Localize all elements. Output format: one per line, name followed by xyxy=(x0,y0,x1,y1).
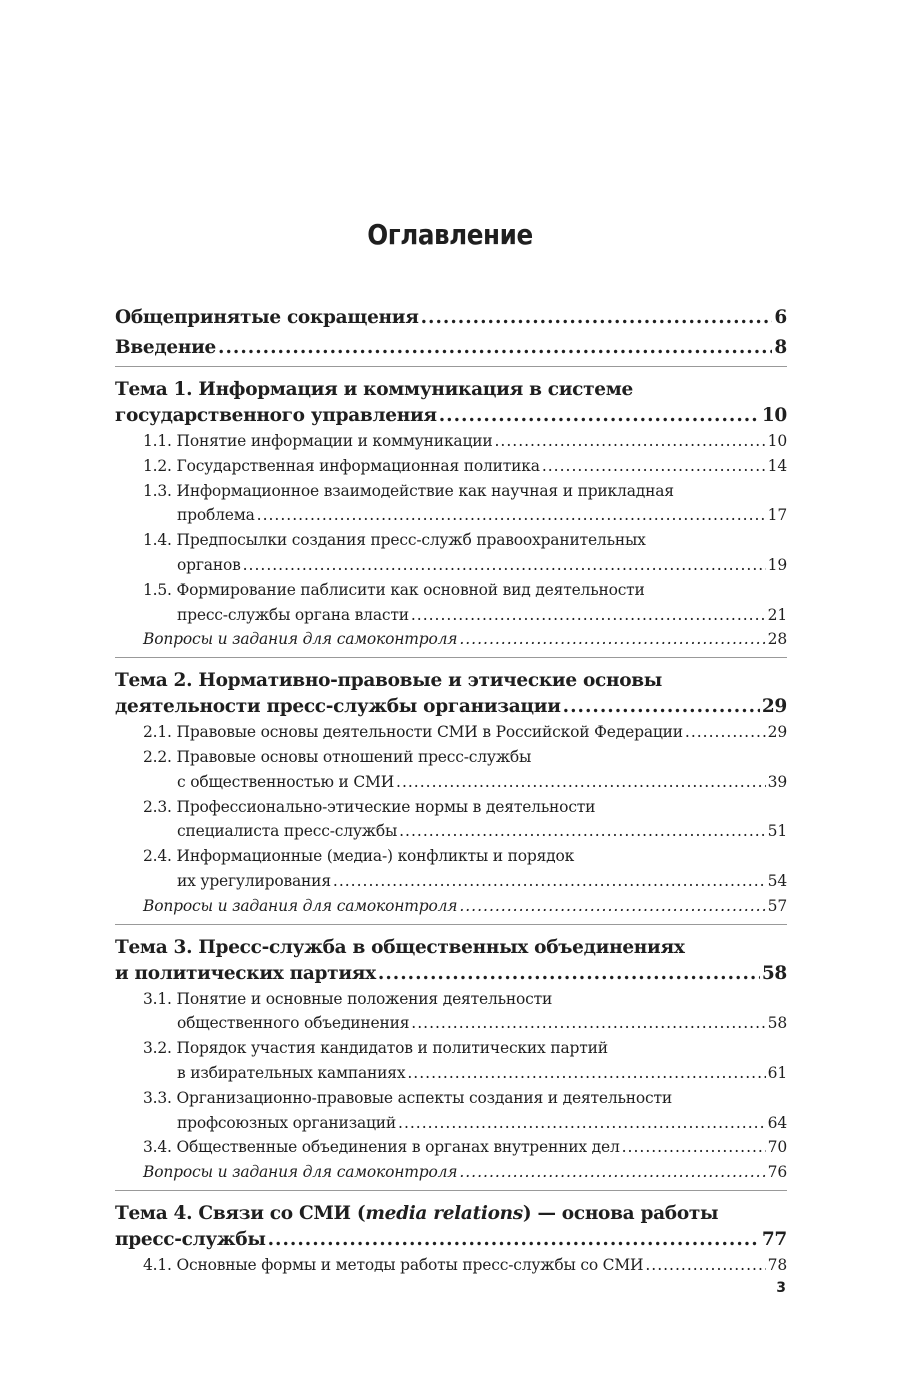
toc-entry-page: 10 xyxy=(761,405,787,426)
dot-leader xyxy=(459,894,765,919)
toc-entry-page: 70 xyxy=(767,1138,787,1157)
dot-leader xyxy=(421,305,773,331)
toc-theme-title[interactable]: Тема 3. Пресс-служба в общественных объединениях xyxy=(115,936,685,958)
dot-leader xyxy=(459,1160,765,1185)
divider xyxy=(115,924,787,925)
toc-section-1-4[interactable]: 1.4. Предпосылки создания пресс-служб правоохранительных xyxy=(143,531,646,550)
toc-theme-title-end[interactable] xyxy=(115,961,787,987)
toc-theme-title-line2: государственного управления xyxy=(115,405,437,426)
toc-section-title-line2: в избирательных кампаниях xyxy=(177,1063,406,1082)
toc-questions-3[interactable] xyxy=(115,1160,787,1185)
dot-leader xyxy=(411,603,766,628)
dot-leader xyxy=(268,1227,760,1253)
toc-theme-title-italic: media relations xyxy=(365,1202,523,1224)
dot-leader xyxy=(378,961,760,987)
toc-theme-title-line2: и политических партиях xyxy=(115,962,376,984)
dot-leader xyxy=(411,1011,765,1036)
toc-entry-page: 21 xyxy=(767,605,787,624)
toc-entry-page: 39 xyxy=(767,772,787,791)
toc-entry-page: 10 xyxy=(767,432,787,450)
toc-entry-page: 58 xyxy=(767,1014,787,1033)
toc-section-2-2-end[interactable] xyxy=(115,770,787,795)
toc-questions-1[interactable] xyxy=(115,627,787,652)
dot-leader xyxy=(218,335,772,361)
toc-section-1-1[interactable] xyxy=(115,429,787,454)
toc-section-2-3-end[interactable] xyxy=(115,819,787,844)
toc-section-2-3[interactable]: 2.3. Профессионально-этические нормы в деятельности xyxy=(143,797,596,816)
toc-section-title-line2: их урегулирования xyxy=(177,871,331,890)
toc-section-4-1[interactable] xyxy=(115,1253,787,1278)
toc-theme-1 xyxy=(115,377,787,658)
dot-leader xyxy=(407,1061,765,1086)
toc-theme-title-line2: деятельности пресс-службы организации xyxy=(115,696,561,718)
toc-theme-title-part: Тема 4. Связи со СМИ ( xyxy=(115,1202,366,1224)
toc-theme-title-end[interactable] xyxy=(115,1227,787,1253)
toc-entry-abbreviations[interactable] xyxy=(115,305,787,331)
toc-entry-page: 29 xyxy=(761,696,787,718)
toc-entry-page: 77 xyxy=(761,1228,787,1250)
toc-section-3-4[interactable] xyxy=(115,1135,787,1160)
divider xyxy=(115,657,787,658)
toc-section-1-3[interactable]: 1.3. Информационное взаимодействие как научная и прикладная xyxy=(143,481,674,500)
toc-section-title: Вопросы и задания для самоконтроля xyxy=(143,1163,458,1182)
dot-leader xyxy=(563,694,760,720)
toc-section-title: 4.1. Основные формы и методы работы пресс-службы со СМИ xyxy=(143,1255,644,1274)
toc-section-3-2[interactable]: 3.2. Порядок участия кандидатов и политических партий xyxy=(143,1039,608,1058)
toc-section-title: 1.1. Понятие информации и коммуникации xyxy=(143,432,493,450)
toc-section-3-3[interactable]: 3.3. Организационно-правовые аспекты создания и деятельности xyxy=(143,1088,673,1107)
toc-section-1-2[interactable] xyxy=(115,454,787,479)
toc-theme-4 xyxy=(115,1201,787,1278)
dot-leader xyxy=(542,454,766,479)
toc-section-2-4-end[interactable] xyxy=(115,869,787,894)
toc-entry-page: 29 xyxy=(767,723,787,742)
divider xyxy=(115,1190,787,1191)
dot-leader xyxy=(685,720,766,745)
toc-section-1-5-end[interactable] xyxy=(115,603,787,628)
toc-section-1-3-end[interactable] xyxy=(115,503,787,528)
toc-section-3-3-end[interactable] xyxy=(115,1111,787,1136)
dot-leader xyxy=(645,1253,765,1278)
toc-section-title-line2: общественного объединения xyxy=(177,1014,410,1033)
dot-leader xyxy=(399,819,766,844)
toc-theme-title[interactable]: Тема 1. Информация и коммуникация в системе xyxy=(115,379,633,400)
toc-theme-3 xyxy=(115,935,787,1191)
toc-entry-page: 51 xyxy=(767,822,787,841)
toc-section-title: Вопросы и задания для самоконтроля xyxy=(143,630,458,649)
toc-entry-page: 19 xyxy=(767,555,787,574)
toc-entry-page: 54 xyxy=(767,871,787,890)
divider xyxy=(115,366,787,367)
toc-section-title-line2: пресс-службы органа власти xyxy=(177,605,409,624)
toc-section-3-1[interactable]: 3.1. Понятие и основные положения деятельности xyxy=(143,989,553,1008)
toc-theme-title[interactable]: Тема 2. Нормативно-правовые и этические основы xyxy=(115,670,663,692)
toc-theme-title-end[interactable] xyxy=(115,694,787,720)
toc-entry-page: 28 xyxy=(767,630,787,649)
toc-entry-page: 64 xyxy=(767,1113,787,1132)
toc-theme-title-part: ) — основа работы xyxy=(522,1202,719,1224)
toc-section-title-line2: специалиста пресс-службы xyxy=(177,822,398,841)
toc-entry-page: 57 xyxy=(767,896,787,915)
toc-section-title: 1.2. Государственная информационная политика xyxy=(143,456,540,475)
toc-section-title: Вопросы и задания для самоконтроля xyxy=(143,896,458,915)
toc-entry-page: 58 xyxy=(761,962,787,984)
toc-theme-2 xyxy=(115,668,787,924)
toc-entry-page: 6 xyxy=(774,307,787,328)
dot-leader xyxy=(459,627,765,652)
toc-section-3-1-end[interactable] xyxy=(115,1011,787,1036)
toc-entry-page: 76 xyxy=(767,1163,787,1182)
toc-theme-title-end[interactable] xyxy=(115,403,787,429)
toc-section-2-1[interactable] xyxy=(115,720,787,745)
dot-leader xyxy=(257,503,766,528)
dot-leader xyxy=(396,770,766,795)
toc-section-title: 3.4. Общественные объединения в органах внутренних дел xyxy=(143,1138,620,1157)
table-of-contents xyxy=(115,305,787,1278)
toc-section-title: 2.1. Правовые основы деятельности СМИ в Российской Федерации xyxy=(143,723,683,742)
toc-entry-page: 17 xyxy=(767,506,787,525)
toc-entry-page: 8 xyxy=(774,337,787,358)
page-number: 3 xyxy=(776,1280,786,1296)
toc-entry-page: 14 xyxy=(767,456,787,475)
toc-section-title-line2: с общественностью и СМИ xyxy=(177,772,395,791)
toc-entry-page: 78 xyxy=(767,1255,787,1274)
toc-section-1-4-end[interactable] xyxy=(115,553,787,578)
toc-theme-title-line2: пресс-службы xyxy=(115,1228,266,1250)
toc-section-title-line2: проблема xyxy=(177,506,255,525)
toc-theme-title[interactable] xyxy=(115,1201,787,1227)
toc-entry-title: Общепринятые сокращения xyxy=(115,307,419,328)
toc-entry-title: Введение xyxy=(115,337,216,358)
dot-leader xyxy=(243,553,766,578)
toc-section-2-2[interactable]: 2.2. Правовые основы отношений пресс-службы xyxy=(143,747,532,766)
toc-entry-introduction[interactable] xyxy=(115,335,787,361)
toc-section-2-4[interactable]: 2.4. Информационные (медиа-) конфликты и порядок xyxy=(143,847,575,866)
toc-section-title-line2: профсоюзных организаций xyxy=(177,1113,397,1132)
dot-leader xyxy=(495,429,766,454)
toc-section-1-5[interactable]: 1.5. Формирование паблисити как основной вид деятельности xyxy=(143,580,645,599)
toc-questions-2[interactable] xyxy=(115,894,787,919)
toc-section-title-line2: органов xyxy=(177,555,241,574)
dot-leader xyxy=(333,869,766,894)
toc-section-3-2-end[interactable] xyxy=(115,1061,787,1086)
page-title: Оглавление xyxy=(367,218,533,251)
dot-leader xyxy=(439,403,760,429)
dot-leader xyxy=(622,1135,766,1160)
dot-leader xyxy=(398,1111,766,1136)
toc-entry-page: 61 xyxy=(767,1063,787,1082)
